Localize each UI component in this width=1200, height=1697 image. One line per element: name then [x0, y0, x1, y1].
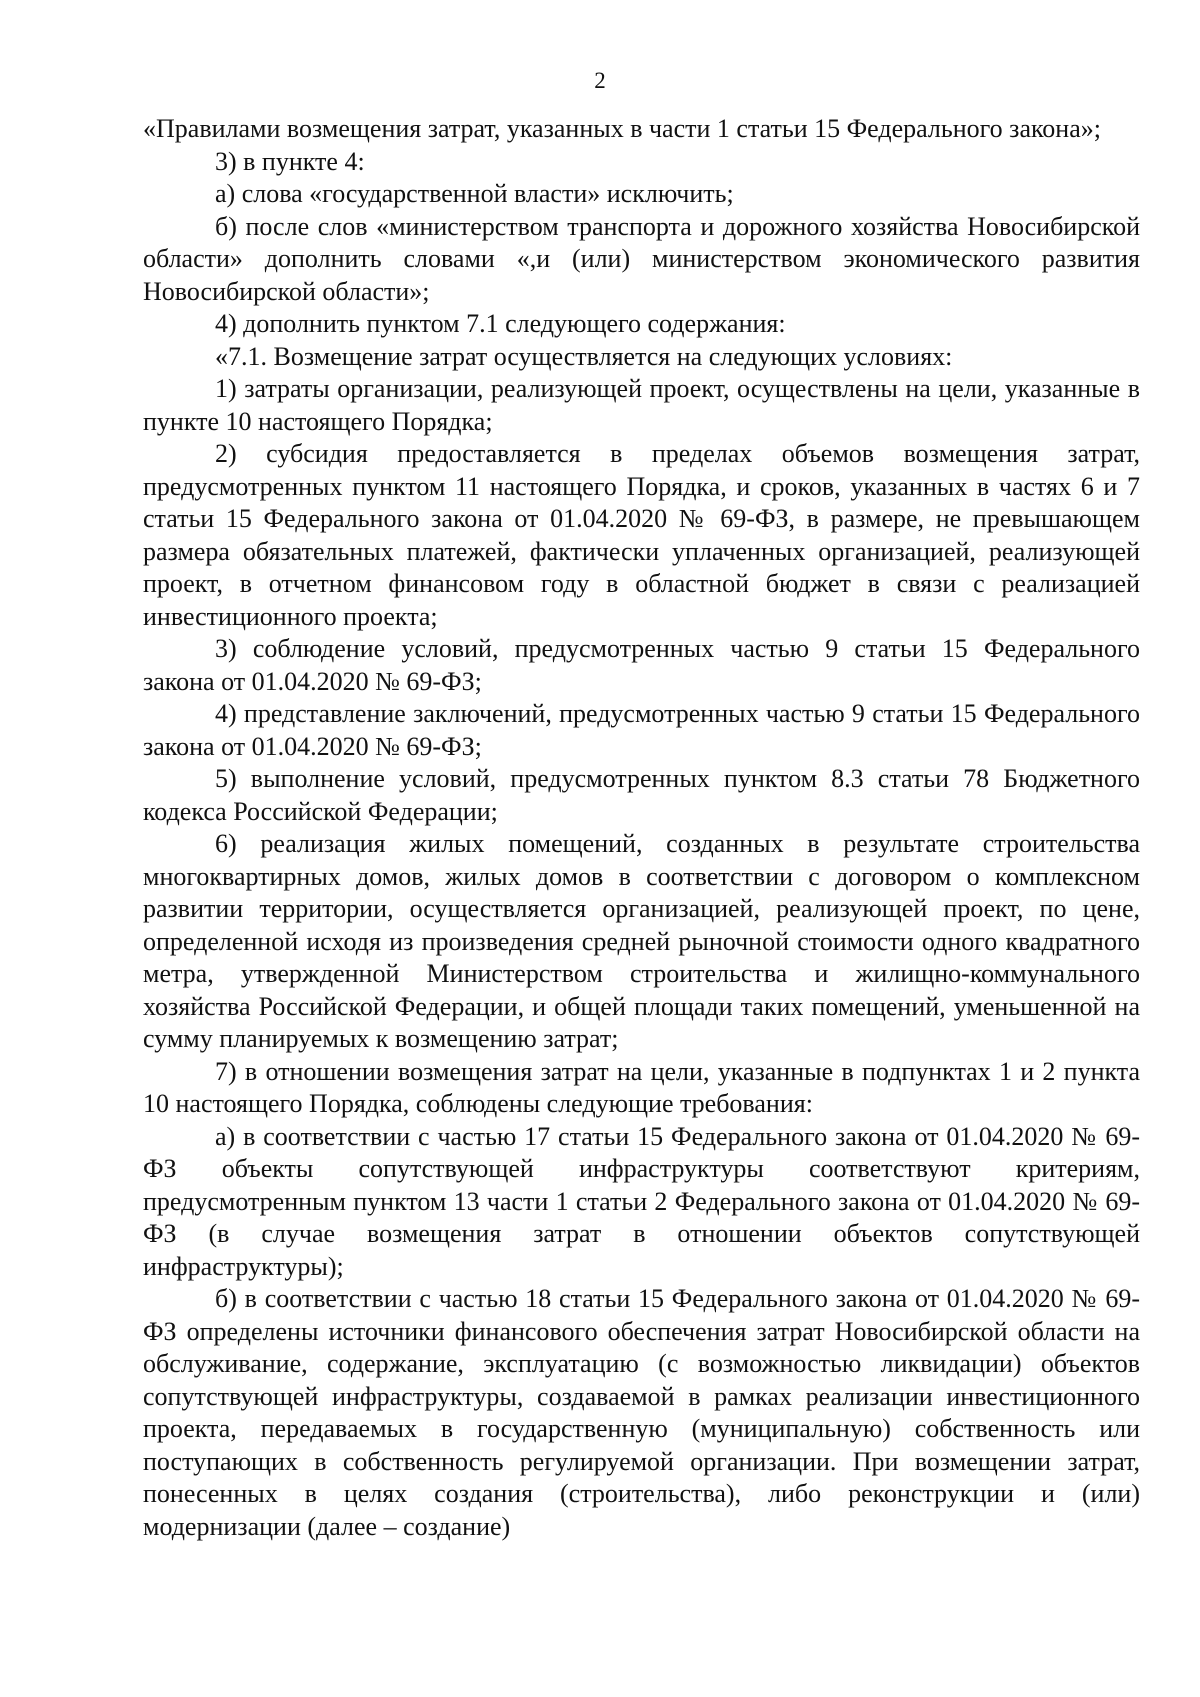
paragraph: 5) выполнение условий, предусмотренных пунктом 8.3 статьи 78 Бюджетного кодекса Российской Федерации;: [143, 764, 1140, 826]
paragraph: б) в соответствии с частью 18 статьи 15 Федерального закона от 01.04.2020 № 69-ФЗ определены источники финансового обеспечения затрат Новосибирской области на обслуживание, содержание, эксплуатацию (с возможностью ликвидации) объектов сопутствующей инфраструктуры, создаваемой в рамках реализации инвестиционного проекта, передаваемых в государственную (муниципальную) собственность или поступающих в собственность регулируемой организации. При возмещении затрат, понесенных в целях создания (строительства), либо реконструкции и (или) модернизации (далее – создание): [143, 1284, 1140, 1541]
paragraph: 2) субсидия предоставляется в пределах объемов возмещения затрат, предусмотренных пунктом 11 настоящего Порядка, и сроков, указанных в частях 6 и 7 статьи 15 Федерального закона от 01.04.2020 № 69-ФЗ, в размере, не превышающем размера обязательных платежей, фактически уплаченных организацией, реализующей проект, в отчетном финансовом году в областной бюджет в связи с реализацией инвестиционного проекта;: [143, 439, 1140, 631]
document-body: [143, 113, 1140, 1543]
paragraph: 6) реализация жилых помещений, созданных в результате строительства многоквартирных домов, жилых домов в соответствии с договором о комплексном развитии территории, осуществляется организацией, реализующей проект, по цене, определенной исходя из произведения средней рыночной стоимости одного квадратного метра, утвержденной Министерством строительства и жилищно-коммунального хозяйства Российской Федерации, и общей площади таких помещений, уменьшенной на сумму планируемых к возмещению затрат;: [143, 829, 1140, 1053]
paragraph: 7) в отношении возмещения затрат на цели, указанные в подпунктах 1 и 2 пункта 10 настоящего Порядка, соблюдены следующие требования:: [143, 1056, 1140, 1118]
paragraph: 4) представление заключений, предусмотренных частью 9 статьи 15 Федерального закона от 01.04.2020 № 69-ФЗ;: [143, 699, 1140, 761]
page-number: 2: [594, 68, 606, 93]
paragraph: «Правилами возмещения затрат, указанных в части 1 статьи 15 Федерального закона»;: [143, 114, 1101, 143]
paragraph: а) в соответствии с частью 17 статьи 15 Федерального закона от 01.04.2020 № 69-ФЗ объекты сопутствующей инфраструктуры соответствуют критериям, предусмотренным пунктом 13 части 1 статьи 2 Федерального закона от 01.04.2020 № 69-ФЗ (в случае возмещения затрат в отношении объектов сопутствующей инфраструктуры);: [143, 1121, 1140, 1281]
paragraph: 3) в пункте 4:: [215, 146, 365, 176]
paragraph: б) после слов «министерством транспорта и дорожного хозяйства Новосибирской области» дополнить словами «,и (или) министерством экономического развития Новосибирской области»;: [143, 211, 1140, 306]
paragraph: 1) затраты организации, реализующей проект, осуществлены на цели, указанные в пункте 10 настоящего Порядка;: [143, 374, 1140, 436]
paragraph: 3) соблюдение условий, предусмотренных частью 9 статьи 15 Федерального закона от 01.04.2020 № 69-ФЗ;: [143, 634, 1140, 696]
paragraph: а) слова «государственной власти» исключить;: [215, 179, 734, 208]
paragraph: 4) дополнить пунктом 7.1 следующего содержания:: [215, 309, 786, 338]
paragraph: «7.1. Возмещение затрат осуществляется на следующих условиях:: [215, 341, 953, 371]
